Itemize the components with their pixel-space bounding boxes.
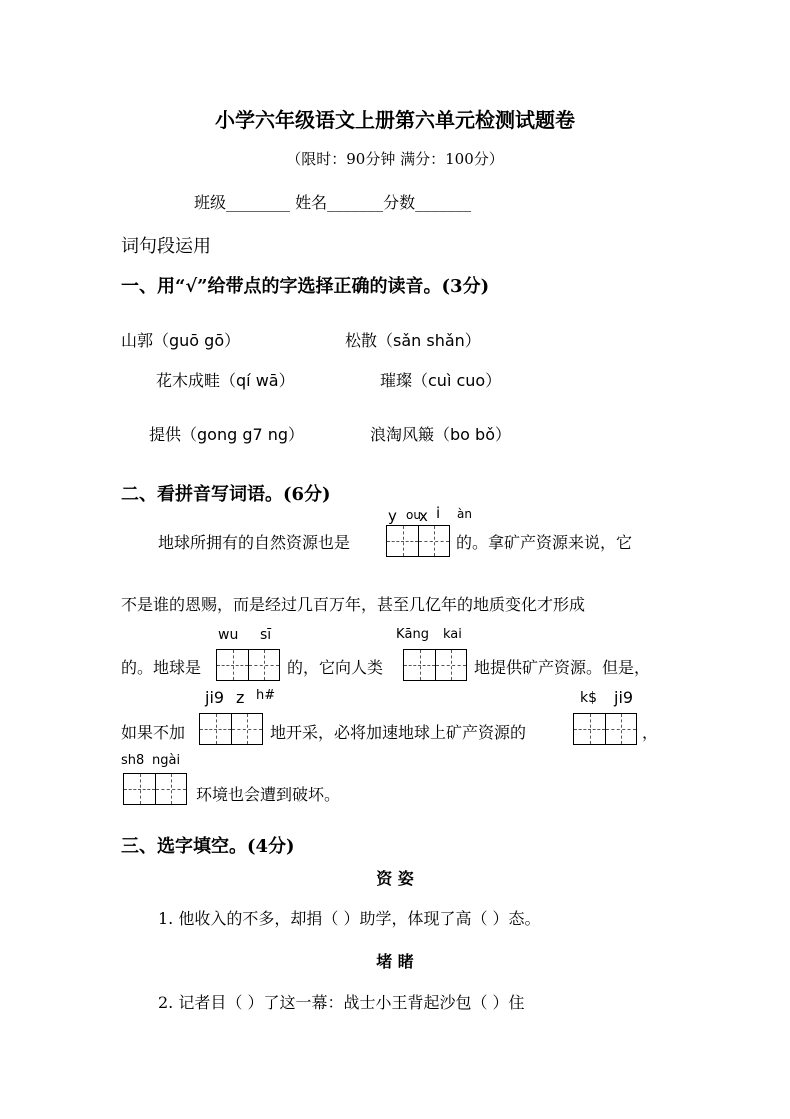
q1-item: 松散（sǎn shǎn） <box>345 331 481 350</box>
q1-item: 花木成畦（qí wā） <box>156 371 295 390</box>
pinyin: ji9 <box>614 688 634 707</box>
pinyin: kai <box>443 627 462 642</box>
q1-item: 璀璨（cuì cuo） <box>380 371 502 390</box>
pinyin: h# <box>256 688 276 703</box>
q1-item: 提供（gong g7 ng） <box>149 425 305 444</box>
pinyin: Kāng <box>396 627 429 642</box>
q2-text: 的。拿矿产资源来说，它 <box>456 533 633 552</box>
time-limit: （限时：90分钟 满分：100分） <box>286 150 504 168</box>
q2-text: 如果不加 <box>121 723 186 742</box>
pinyin: sh8 <box>121 753 145 768</box>
q3-heading: 三、选字填空。(4分) <box>121 836 295 857</box>
answer-grid[interactable] <box>403 649 467 681</box>
pinyin: sī <box>260 627 272 643</box>
q1-item: 山郭（guō gō） <box>121 331 241 350</box>
answer-grid[interactable] <box>573 713 637 745</box>
pinyin: z <box>236 688 245 707</box>
q2-text: 地提供矿产资源。但是， <box>474 658 651 677</box>
pinyin: x <box>419 507 428 525</box>
q2-text: 环境也会遭到破坏。 <box>196 785 341 804</box>
q2-text: 不是谁的恩赐，而是经过几百万年，甚至几亿年的地质变化才形成 <box>121 595 586 614</box>
pinyin: i <box>436 504 441 522</box>
pinyin: ji9 <box>205 688 225 707</box>
pinyin: y <box>388 507 397 525</box>
pinyin: k$ <box>580 690 598 706</box>
answer-grid[interactable] <box>123 773 187 805</box>
q1-item: 浪淘风簸（bo bǒ） <box>370 425 511 444</box>
q2-text: 的，它向人类 <box>287 658 384 677</box>
answer-grid[interactable] <box>199 713 263 745</box>
word-pair: 堵 睹 <box>376 952 414 971</box>
q2-heading: 二、看拼音写词语。(6分) <box>121 484 331 505</box>
q3-sentence: 2. 记者目（ ）了这一幕：战士小王背起沙包（ ）住 <box>158 993 525 1012</box>
q1-heading: 一、用“√”给带点的字选择正确的读音。(3分) <box>121 276 490 297</box>
q2-text: ， <box>642 723 659 742</box>
q2-text: 地开采，必将加速地球上矿产资源的 <box>270 723 527 742</box>
part-heading: 词句段运用 <box>121 236 211 257</box>
word-pair: 资 姿 <box>376 869 414 888</box>
pinyin: wu <box>218 627 239 643</box>
pinyin: àn <box>457 507 472 521</box>
q2-text: 的。地球是 <box>121 658 202 677</box>
pinyin: ou <box>406 508 421 522</box>
pinyin: ngài <box>152 753 181 768</box>
answer-grid[interactable] <box>216 649 280 681</box>
page-title: 小学六年级语文上册第六单元检测试题卷 <box>215 108 575 132</box>
q2-text: 地球所拥有的自然资源也是 <box>158 533 351 552</box>
student-info: 班级________ 姓名_______分数_______ <box>194 193 472 212</box>
answer-grid[interactable] <box>386 525 450 557</box>
q3-sentence: 1. 他收入的不多，却捐（ ）助学，体现了高（ ）态。 <box>158 909 541 928</box>
